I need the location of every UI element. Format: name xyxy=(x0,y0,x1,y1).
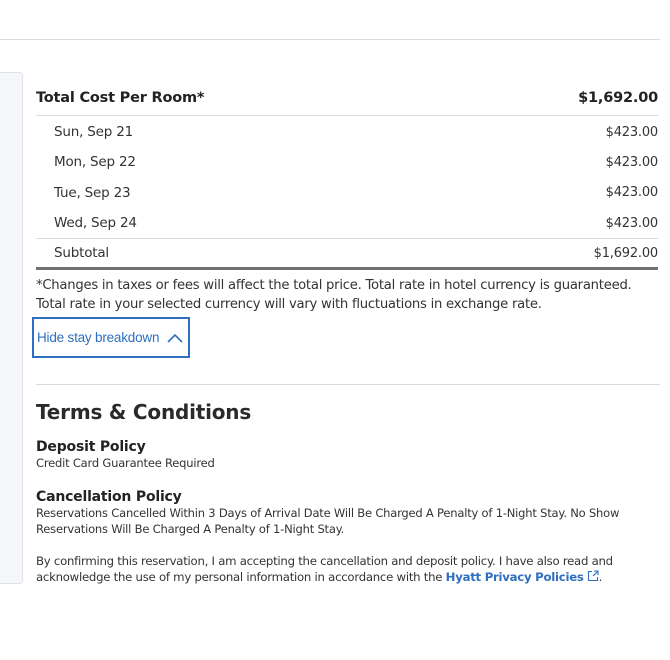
nightly-rate-row xyxy=(36,147,658,177)
night-date: Mon, Sep 22 xyxy=(54,154,136,171)
night-date: Tue, Sep 23 xyxy=(54,184,131,201)
deposit-policy-text: Credit Card Guarantee Required xyxy=(36,456,215,471)
night-date: Sun, Sep 21 xyxy=(54,124,133,141)
total-cost-label: Total Cost Per Room* xyxy=(36,89,205,106)
cancellation-policy xyxy=(36,489,658,537)
left-side-panel xyxy=(0,72,23,584)
privacy-link-label: Hyatt Privacy Policies xyxy=(445,570,584,585)
hide-stay-breakdown-button[interactable] xyxy=(32,317,190,358)
nightly-rates-list xyxy=(36,116,658,238)
hide-stay-breakdown-label: Hide stay breakdown xyxy=(37,330,160,346)
section-divider xyxy=(36,384,660,385)
night-amount: $423.00 xyxy=(605,154,658,170)
total-cost-row xyxy=(36,80,658,116)
currency-disclaimer: *Changes in taxes or fees will affect the total price. Total rate in hotel currency is guaranteed. Total rate in your selected currency will vary with fluctuations in exchange rate. xyxy=(36,278,632,313)
confirmation-period: . xyxy=(598,570,603,585)
nightly-rate-row xyxy=(36,117,658,147)
privacy-policies-link[interactable] xyxy=(446,570,599,584)
night-amount: $423.00 xyxy=(605,124,658,140)
confirmation-statement xyxy=(36,553,666,585)
cancellation-policy-title: Cancellation Policy xyxy=(36,489,182,506)
subtotal-row xyxy=(36,238,658,270)
external-link-icon xyxy=(587,570,599,582)
cancellation-policy-text: Reservations Cancelled Within 3 Days of Arrival Date Will Be Charged A Penalty of 1-Night Stay. No Show Reservations Will Be Charged A Penalty of 1-Night Stay. xyxy=(36,506,620,537)
terms-title: Terms & Conditions xyxy=(36,400,252,425)
nightly-rate-row xyxy=(36,178,658,208)
night-amount: $423.00 xyxy=(605,185,658,201)
subtotal-amount: $1,692.00 xyxy=(593,245,658,261)
night-date: Wed, Sep 24 xyxy=(54,215,137,232)
chevron-up-icon xyxy=(167,333,183,343)
night-amount: $423.00 xyxy=(605,215,658,231)
confirmation-text: By confirming this reservation, I am accepting the cancellation and deposit policy. I have also read and acknowledge the use of my personal information in accordance with the xyxy=(36,554,613,585)
subtotal-label: Subtotal xyxy=(54,245,109,262)
price-and-terms-panel xyxy=(36,80,658,585)
total-cost-amount: $1,692.00 xyxy=(578,89,658,106)
top-divider xyxy=(0,39,660,40)
deposit-policy-title: Deposit Policy xyxy=(36,439,146,456)
nightly-rate-row xyxy=(36,208,658,238)
deposit-policy xyxy=(36,439,658,471)
